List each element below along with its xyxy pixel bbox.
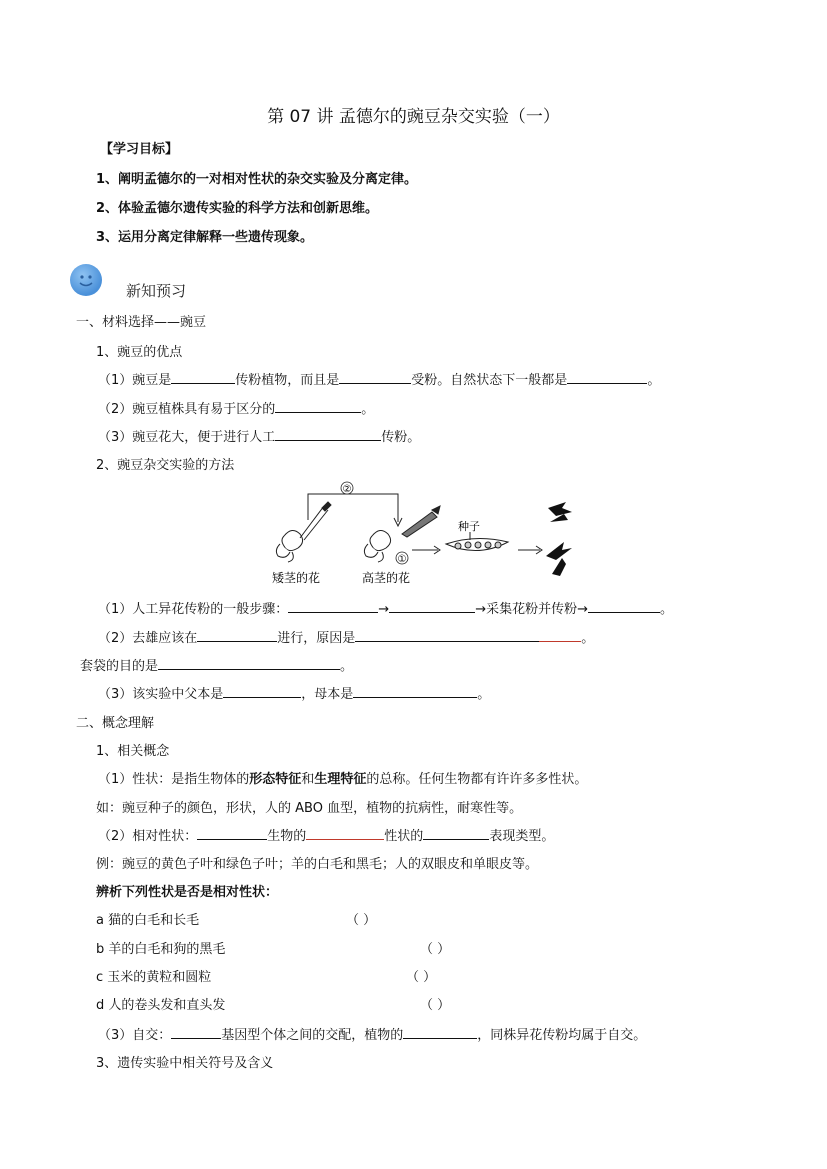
answer-blank[interactable] bbox=[539, 627, 581, 642]
trait-example: 如：豌豆种子的颜色，形状，人的 ABO 血型，植物的抗病性，耐寒性等。 bbox=[96, 801, 523, 816]
hybridization-figure bbox=[262, 478, 582, 590]
short-stem-label: 矮茎的花 bbox=[272, 571, 321, 585]
tall-stem-label: 高茎的花 bbox=[362, 571, 411, 585]
question-q5: （2）去雄应该在 进行，原因是 。 bbox=[98, 627, 594, 646]
judge-answer-paren[interactable]: （ ） bbox=[420, 998, 451, 1013]
preview-label: 新知预习 bbox=[126, 282, 187, 300]
answer-blank[interactable] bbox=[158, 655, 340, 670]
part2-sub1: 1、相关概念 bbox=[96, 744, 170, 759]
judge-heading: 辨析下列性状是否是相对性状： bbox=[96, 885, 279, 900]
selfing-definition: （3）自交： 基因型个体之间的交配，植物的 ，同株异花传粉均属于自交。 bbox=[98, 1024, 646, 1043]
smiley-icon bbox=[70, 264, 102, 296]
answer-blank[interactable] bbox=[567, 369, 647, 384]
answer-blank[interactable] bbox=[197, 627, 277, 642]
judge-answer-paren[interactable]: （ ） bbox=[406, 970, 437, 985]
question-q6: 套袋的目的是 。 bbox=[80, 655, 353, 674]
question-q4: （1）人工异花传粉的一般步骤： → →采集花粉并传粉→ 。 bbox=[98, 598, 673, 617]
objective-item: 1、阐明孟德尔的一对相对性状的杂交实验及分离定律。 bbox=[96, 172, 418, 187]
question-q1: （1）豌豆是 传粉植物，而且是 受粉。自然状态下一般都是 。 bbox=[98, 369, 660, 388]
answer-blank[interactable] bbox=[339, 369, 411, 384]
answer-blank[interactable] bbox=[223, 683, 301, 698]
judge-item: a 猫的白毛和长毛 bbox=[96, 913, 200, 928]
seedling-icon bbox=[546, 502, 572, 576]
question-q3: （3）豌豆花大，便于进行人工 传粉。 bbox=[98, 426, 420, 445]
answer-blank[interactable] bbox=[171, 1024, 221, 1039]
part2-sub3: 3、遗传实验中相关符号及含义 bbox=[96, 1056, 274, 1071]
trait-definition: （1）性状：是指生物体的形态特征和生理特征的总称。任何生物都有许许多多性状。 bbox=[98, 772, 588, 787]
answer-blank[interactable] bbox=[275, 398, 361, 413]
page-title: 第 07 讲 孟德尔的豌豆杂交实验（一） bbox=[267, 107, 560, 127]
answer-blank[interactable] bbox=[423, 825, 489, 840]
answer-blank[interactable] bbox=[306, 825, 384, 840]
seed-label: 种子 bbox=[458, 520, 480, 533]
answer-blank[interactable] bbox=[275, 426, 381, 441]
judge-answer-paren[interactable]: （ ） bbox=[346, 913, 377, 928]
objective-item: 2、体验孟德尔遗传实验的科学方法和创新思维。 bbox=[96, 201, 379, 216]
answer-blank[interactable] bbox=[588, 598, 660, 613]
judge-item: d 人的卷头发和直头发 bbox=[96, 998, 226, 1013]
short-stem-flower-icon bbox=[276, 502, 331, 562]
answer-blank[interactable] bbox=[403, 1024, 477, 1039]
mark-1: ① bbox=[397, 554, 407, 565]
relative-trait-definition: （2）相对性状： 生物的 性状的 表现类型。 bbox=[98, 825, 554, 844]
answer-blank[interactable] bbox=[171, 369, 235, 384]
answer-blank[interactable] bbox=[353, 683, 477, 698]
judge-item: c 玉米的黄粒和圆粒 bbox=[96, 970, 212, 985]
answer-blank[interactable] bbox=[197, 825, 267, 840]
judge-item: b 羊的白毛和狗的黑毛 bbox=[96, 942, 226, 957]
part1-sub1: 1、豌豆的优点 bbox=[96, 345, 183, 360]
question-q2: （2）豌豆植株具有易于区分的 。 bbox=[98, 398, 374, 417]
objective-item: 3、运用分离定律解释一些遗传现象。 bbox=[96, 230, 314, 245]
part2-heading: 二、概念理解 bbox=[76, 716, 155, 731]
judge-answer-paren[interactable]: （ ） bbox=[420, 942, 451, 957]
answer-blank[interactable] bbox=[355, 627, 539, 642]
part1-sub2: 2、豌豆杂交实验的方法 bbox=[96, 458, 235, 473]
part1-heading: 一、材料选择——豌豆 bbox=[76, 315, 207, 330]
pea-pod-icon bbox=[446, 538, 508, 550]
mark-2: ② bbox=[342, 484, 352, 495]
objectives-heading: 【学习目标】 bbox=[100, 142, 179, 157]
answer-blank[interactable] bbox=[389, 598, 475, 613]
question-q7: （3）该实验中父本是 ，母本是 。 bbox=[98, 683, 490, 702]
answer-blank[interactable] bbox=[288, 598, 378, 613]
relative-trait-example: 例：豌豆的黄色子叶和绿色子叶；羊的白毛和黑毛；人的双眼皮和单眼皮等。 bbox=[96, 857, 539, 872]
